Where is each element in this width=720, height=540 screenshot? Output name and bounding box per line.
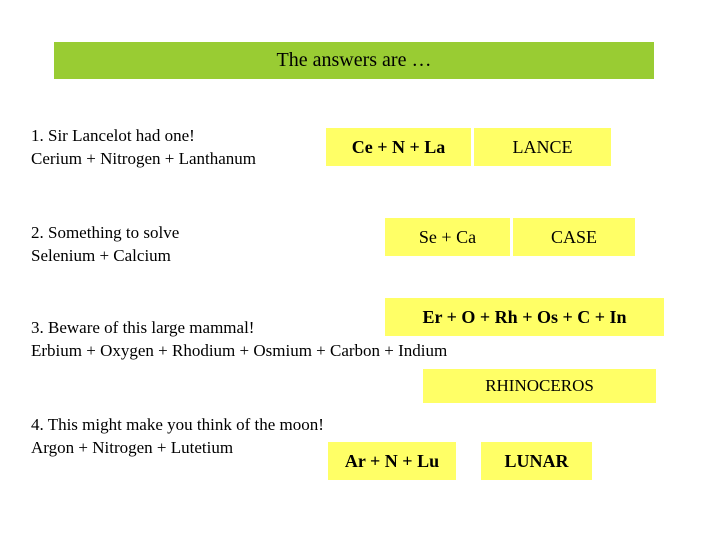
question-2-answer: CASE [550, 226, 597, 247]
question-1-symbols: Ce + N + La [351, 136, 446, 157]
question-2-answer-box [513, 218, 635, 256]
question-2-symbols-box [385, 218, 510, 256]
question-2 [31, 221, 179, 267]
question-1 [31, 124, 256, 170]
question-1-answer: LANCE [512, 136, 573, 157]
title-bar [54, 42, 654, 79]
question-3-answer: RHINOCEROS [485, 376, 594, 395]
question-4 [31, 413, 324, 459]
question-4-elements: Argon + Nitrogen + Lutetium [31, 438, 234, 457]
question-2-clue: 2. Something to solve [31, 223, 180, 242]
question-1-symbols-box [326, 128, 471, 166]
slide-title: The answers are … [276, 49, 432, 71]
question-4-clue: 4. This might make you think of the moon! [31, 415, 324, 434]
question-2-symbols: Se + Ca [418, 226, 477, 247]
question-4-answer: LUNAR [504, 450, 569, 471]
question-1-answer-box [474, 128, 611, 166]
question-3 [31, 316, 447, 362]
question-3-elements: Erbium + Oxygen + Rhodium + Osmium + Carbon + Indium [31, 341, 448, 360]
question-1-elements: Cerium + Nitrogen + Lanthanum [31, 149, 257, 168]
question-2-elements: Selenium + Calcium [31, 246, 171, 265]
question-4-symbols: Ar + N + Lu [344, 450, 440, 471]
question-3-answer-box [423, 369, 656, 403]
question-1-clue: 1. Sir Lancelot had one! [31, 126, 195, 145]
question-4-symbols-box [328, 442, 456, 480]
question-4-answer-box [481, 442, 592, 480]
question-3-symbols: Er + O + Rh + Os + C + In [422, 306, 627, 327]
question-3-clue: 3. Beware of this large mammal! [31, 318, 255, 337]
